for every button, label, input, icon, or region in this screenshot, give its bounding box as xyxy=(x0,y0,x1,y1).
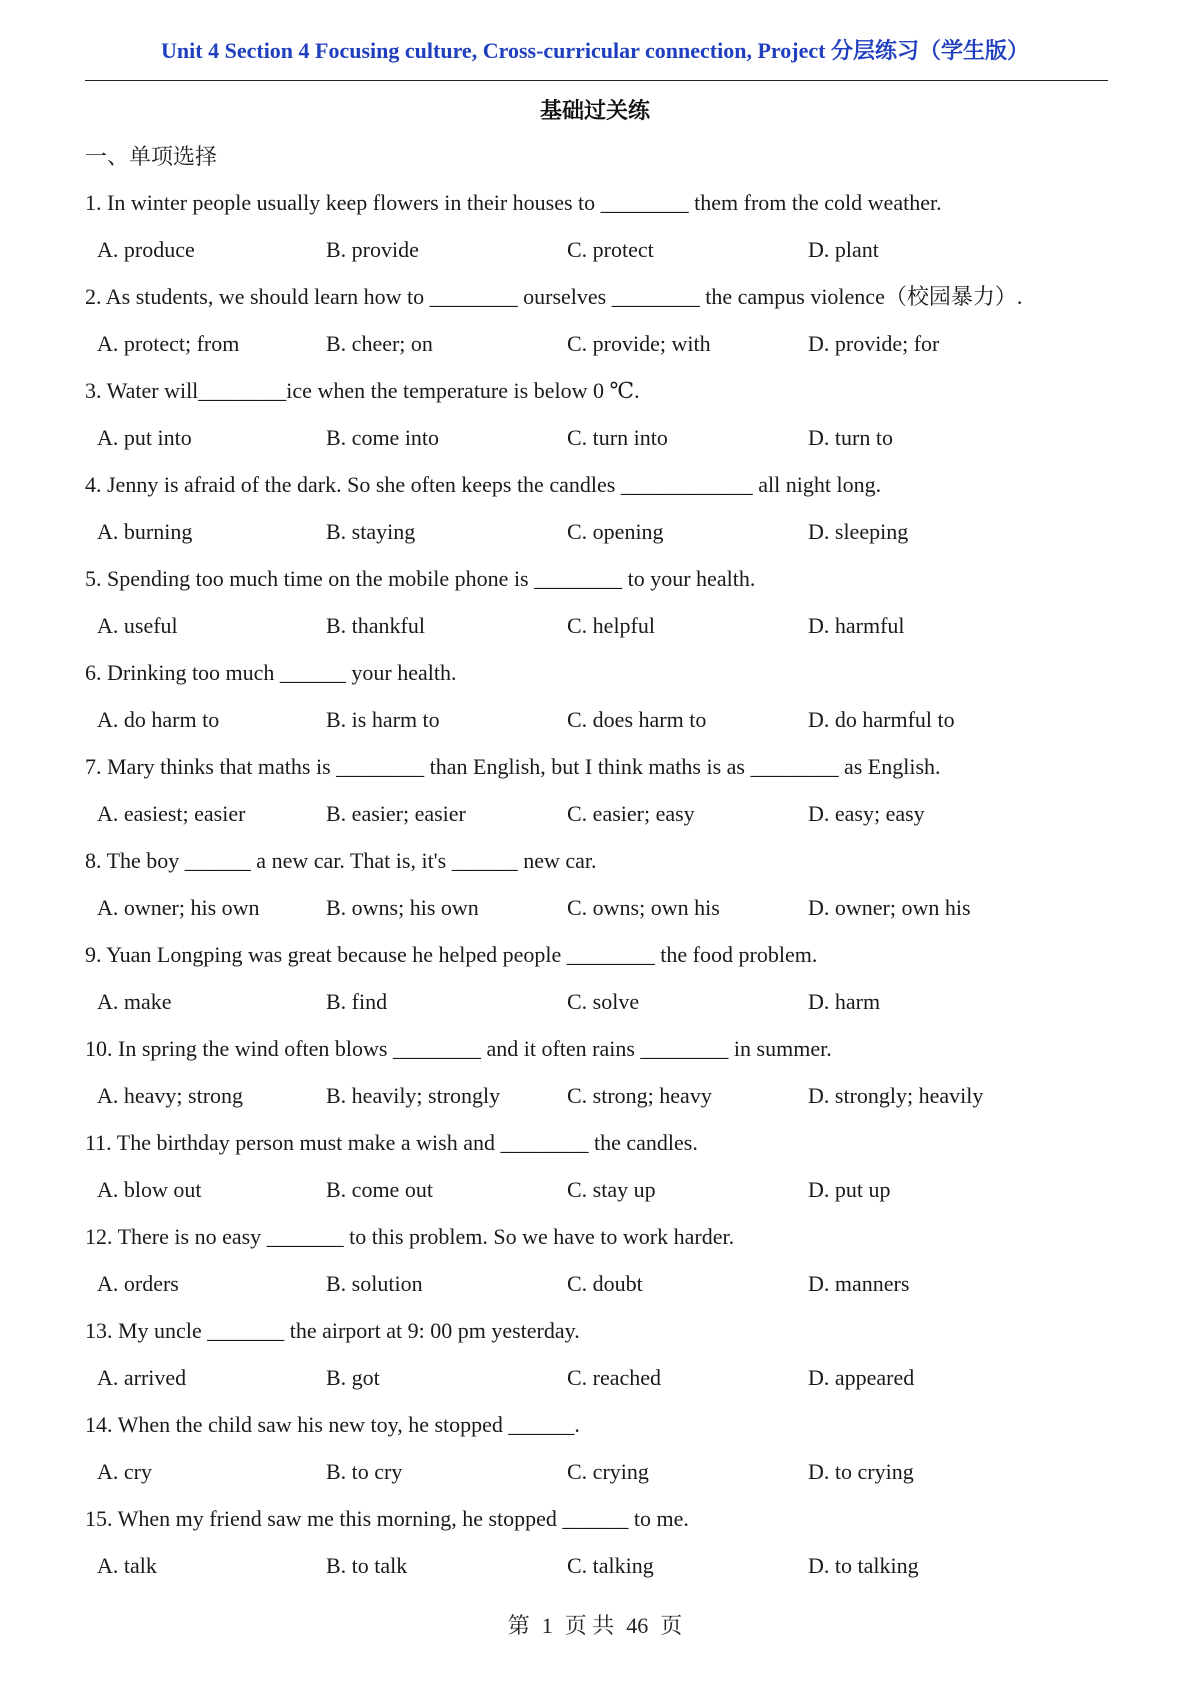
answer-option-c[interactable]: C. helpful xyxy=(567,613,655,638)
answer-option-c[interactable]: C. owns; own his xyxy=(567,895,720,920)
answer-options xyxy=(85,1358,1115,1405)
question-item xyxy=(85,465,1115,559)
answer-option-c[interactable]: C. stay up xyxy=(567,1177,656,1202)
answer-option-c[interactable]: C. crying xyxy=(567,1459,649,1484)
answer-option-d[interactable]: D. provide; for xyxy=(808,331,940,356)
footer-total-pages: 46 xyxy=(626,1613,649,1638)
answer-option-a[interactable]: A. cry xyxy=(97,1459,152,1484)
question-stem: 2. As students, we should learn how to ________ ourselves ________ the campus violence（校园暴力）. xyxy=(85,284,1023,309)
question-stem: 10. In spring the wind often blows ________ and it often rains ________ in summer. xyxy=(85,1036,832,1061)
question-stem: 12. There is no easy _______ to this problem. So we have to work harder. xyxy=(85,1224,735,1249)
answer-options xyxy=(85,230,1115,277)
answer-option-a[interactable]: A. arrived xyxy=(97,1365,187,1390)
part-title: 一、单项选择 xyxy=(85,144,218,169)
answer-option-c[interactable]: C. protect xyxy=(567,237,654,262)
question-stem: 4. Jenny is afraid of the dark. So she often keeps the candles ____________ all night long. xyxy=(85,472,882,497)
answer-option-b[interactable]: B. come into xyxy=(326,425,440,450)
question-stem: 7. Mary thinks that maths is ________ than English, but I think maths is as ________ as English. xyxy=(85,754,941,779)
answer-options xyxy=(85,606,1115,653)
question-stem: 8. The boy ______ a new car. That is, it's ______ new car. xyxy=(85,848,597,873)
answer-option-b[interactable]: B. easier; easier xyxy=(326,801,466,826)
answer-option-c[interactable]: C. provide; with xyxy=(567,331,711,356)
answer-option-a[interactable]: A. make xyxy=(97,989,172,1014)
answer-options xyxy=(85,512,1115,559)
answer-option-b[interactable]: B. owns; his own xyxy=(326,895,479,920)
answer-option-a[interactable]: A. produce xyxy=(97,237,195,262)
answer-option-b[interactable]: B. come out xyxy=(326,1177,433,1202)
answer-option-b[interactable]: B. is harm to xyxy=(326,707,440,732)
answer-options xyxy=(85,418,1115,465)
answer-options xyxy=(85,1452,1115,1499)
answer-option-d[interactable]: D. put up xyxy=(808,1177,891,1202)
answer-option-d[interactable]: D. turn to xyxy=(808,425,893,450)
answer-option-c[interactable]: C. strong; heavy xyxy=(567,1083,712,1108)
question-stem: 14. When the child saw his new toy, he stopped ______. xyxy=(85,1412,580,1437)
question-item xyxy=(85,183,1115,277)
answer-options xyxy=(85,794,1115,841)
answer-option-d[interactable]: D. plant xyxy=(808,237,879,262)
question-item xyxy=(85,841,1115,935)
answer-option-a[interactable]: A. burning xyxy=(97,519,193,544)
answer-option-d[interactable]: D. easy; easy xyxy=(808,801,925,826)
question-stem: 1. In winter people usually keep flowers in their houses to ________ them from the cold weather. xyxy=(85,190,942,215)
answer-option-d[interactable]: D. manners xyxy=(808,1271,910,1296)
answer-option-c[interactable]: C. doubt xyxy=(567,1271,643,1296)
answer-option-a[interactable]: A. blow out xyxy=(97,1177,202,1202)
answer-option-a[interactable]: A. easiest; easier xyxy=(97,801,246,826)
question-stem: 15. When my friend saw me this morning, he stopped ______ to me. xyxy=(85,1506,689,1531)
question-item xyxy=(85,653,1115,747)
answer-option-b[interactable]: B. to cry xyxy=(326,1459,403,1484)
answer-option-a[interactable]: A. talk xyxy=(97,1553,157,1578)
answer-options xyxy=(85,324,1115,371)
section-heading: 基础过关练 xyxy=(539,98,650,123)
answer-option-c[interactable]: C. easier; easy xyxy=(567,801,695,826)
answer-options xyxy=(85,700,1115,747)
answer-option-d[interactable]: D. to crying xyxy=(808,1459,914,1484)
answer-option-d[interactable]: D. harmful xyxy=(808,613,905,638)
document-header-title: Unit 4 Section 4 Focusing culture, Cross-curricular connection, Project 分层练习（学生版） xyxy=(161,38,1029,63)
question-item xyxy=(85,935,1115,1029)
answer-option-c[interactable]: C. solve xyxy=(567,989,640,1014)
answer-option-a[interactable]: A. put into xyxy=(97,425,192,450)
answer-option-d[interactable]: D. strongly; heavily xyxy=(808,1083,984,1108)
answer-options xyxy=(85,982,1115,1029)
question-stem: 11. The birthday person must make a wish and ________ the candles. xyxy=(85,1130,698,1155)
answer-option-b[interactable]: B. staying xyxy=(326,519,416,544)
answer-option-d[interactable]: D. appeared xyxy=(808,1365,915,1390)
footer-prefix: 第 xyxy=(507,1613,530,1638)
answer-option-a[interactable]: A. useful xyxy=(97,613,178,638)
answer-options xyxy=(85,1170,1115,1217)
answer-option-b[interactable]: B. solution xyxy=(326,1271,423,1296)
question-stem: 3. Water will________ice when the temperature is below 0 ℃. xyxy=(85,378,640,403)
question-item xyxy=(85,1217,1115,1311)
question-item xyxy=(85,1405,1115,1499)
answer-options xyxy=(85,1546,1115,1593)
answer-option-a[interactable]: A. owner; his own xyxy=(97,895,260,920)
answer-option-b[interactable]: B. to talk xyxy=(326,1553,408,1578)
question-item xyxy=(85,371,1115,465)
answer-option-c[interactable]: C. talking xyxy=(567,1553,654,1578)
question-stem: 5. Spending too much time on the mobile phone is ________ to your health. xyxy=(85,566,756,591)
answer-option-c[interactable]: C. reached xyxy=(567,1365,662,1390)
answer-option-a[interactable]: A. orders xyxy=(97,1271,179,1296)
answer-option-d[interactable]: D. owner; own his xyxy=(808,895,971,920)
answer-option-c[interactable]: C. turn into xyxy=(567,425,668,450)
answer-option-b[interactable]: B. got xyxy=(326,1365,380,1390)
page-footer xyxy=(0,1609,1190,1640)
question-item xyxy=(85,277,1115,371)
footer-mid: 页 共 xyxy=(564,1613,615,1638)
answer-option-a[interactable]: A. do harm to xyxy=(97,707,220,732)
answer-option-a[interactable]: A. heavy; strong xyxy=(97,1083,244,1108)
answer-option-d[interactable]: D. sleeping xyxy=(808,519,909,544)
answer-options xyxy=(85,1264,1115,1311)
answer-option-b[interactable]: B. heavily; strongly xyxy=(326,1083,501,1108)
question-item xyxy=(85,1123,1115,1217)
answer-option-b[interactable]: B. provide xyxy=(326,237,419,262)
answer-option-d[interactable]: D. harm xyxy=(808,989,881,1014)
footer-page-number: 1 xyxy=(541,1613,553,1638)
answer-option-d[interactable]: D. to talking xyxy=(808,1553,919,1578)
answer-option-b[interactable]: B. thankful xyxy=(326,613,425,638)
question-stem: 6. Drinking too much ______ your health. xyxy=(85,660,457,685)
question-item xyxy=(85,1029,1115,1123)
answer-option-d[interactable]: D. do harmful to xyxy=(808,707,955,732)
answer-options xyxy=(85,888,1115,935)
question-stem: 13. My uncle _______ the airport at 9: 00 pm yesterday. xyxy=(85,1318,580,1343)
question-list xyxy=(85,183,1115,1593)
question-item xyxy=(85,559,1115,653)
answer-option-b[interactable]: B. find xyxy=(326,989,388,1014)
answer-option-b[interactable]: B. cheer; on xyxy=(326,331,433,356)
header-divider xyxy=(85,80,1108,81)
question-item xyxy=(85,1499,1115,1593)
question-item xyxy=(85,1311,1115,1405)
answer-option-a[interactable]: A. protect; from xyxy=(97,331,240,356)
answer-option-c[interactable]: C. does harm to xyxy=(567,707,707,732)
question-item xyxy=(85,747,1115,841)
answer-option-c[interactable]: C. opening xyxy=(567,519,664,544)
footer-suffix: 页 xyxy=(660,1613,683,1638)
question-stem: 9. Yuan Longping was great because he helped people ________ the food problem. xyxy=(85,942,818,967)
answer-options xyxy=(85,1076,1115,1123)
